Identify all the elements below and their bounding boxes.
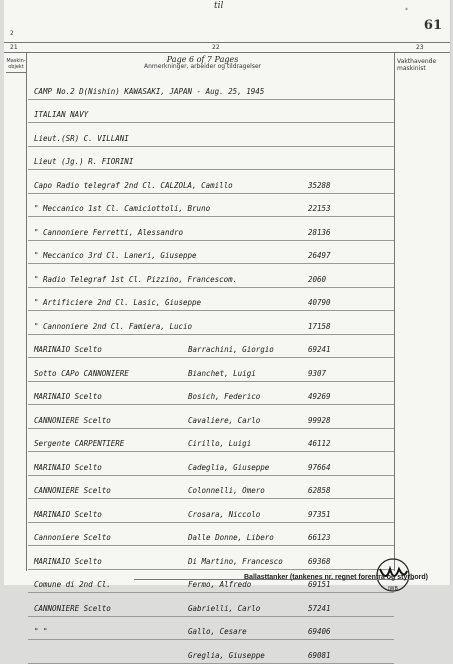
entry-rank: CANNONIERE Scelto	[34, 486, 111, 495]
ballast-tanks-footer: Ballasttanker (tankenes nr. regnet forenfra og styrbord)	[244, 574, 428, 581]
table-row	[28, 123, 394, 147]
table-row	[28, 170, 394, 194]
entry-number: 9307	[308, 368, 327, 378]
table-row	[28, 523, 394, 547]
entry-name: Gabrielli, Carlo	[188, 603, 261, 613]
entry-rank: " Cannoniere 2nd Cl. Famiera, Lucio	[34, 321, 193, 331]
entry-rank: " Cannoniere Ferretti, Alessandro	[34, 227, 184, 237]
column-divider	[394, 52, 395, 571]
table-row	[28, 76, 394, 100]
entry-rank: MARINAIO Scelto	[34, 462, 102, 472]
entry-number: 57241	[308, 603, 331, 613]
entry-number: 22153	[308, 204, 331, 213]
entry-rank: MARINAIO Scelto	[34, 556, 102, 566]
entry-rank: CAMP No.2 D(Nishin) KAWASAKI, JAPAN - Aug. 25, 1945	[34, 86, 265, 96]
entry-rank: " Radio Telegraf 1st Cl. Pizzino, Francescom.	[34, 274, 238, 284]
column-header-left: 21	[10, 44, 18, 51]
left-column-number: 2	[10, 30, 14, 37]
entry-rank: MARINAIO Scelto	[34, 392, 102, 401]
table-row	[28, 546, 394, 570]
table-row	[28, 405, 394, 429]
entry-number: 49269	[308, 392, 331, 401]
entry-number: 69151	[308, 580, 331, 589]
remarks-heading	[144, 56, 261, 70]
star-mark: *	[405, 7, 408, 14]
entry-rank: MARINAIO Scelto	[34, 509, 102, 519]
column-header-middle: 22	[212, 44, 220, 51]
table-row	[28, 429, 394, 453]
table-row	[28, 288, 394, 312]
entry-name: Dalle Donne, Libero	[188, 533, 274, 542]
entry-rank: " Artificiere 2nd Cl. Lasic, Giuseppe	[34, 298, 202, 307]
table-row	[28, 100, 394, 124]
entry-rank: Sergente CARPENTIERE	[34, 439, 125, 448]
entry-number: 62858	[308, 486, 331, 495]
page-of-pages: Page 6 of 7 Pages	[166, 55, 239, 64]
machine-object-header: Maskin-objekt	[6, 58, 26, 73]
table-row	[28, 452, 394, 476]
table-row	[28, 499, 394, 523]
entry-number: 26497	[308, 251, 331, 260]
entry-name: Colonnelli, Omero	[188, 486, 265, 495]
page-number: 61	[423, 18, 442, 33]
entry-rank: " "	[34, 627, 48, 636]
table-row	[28, 194, 394, 218]
entry-name: Cadeglia, Giuseppe	[188, 462, 270, 472]
entry-name: Di Martino, Francesco	[188, 556, 283, 566]
logbook-page	[4, 0, 451, 660]
table-row	[28, 241, 394, 265]
entry-rank: Comune di 2nd Cl.	[34, 580, 111, 589]
entry-rank: " Meccanico 3rd Cl. Laneri, Giuseppe	[34, 251, 197, 260]
entry-rank: CANNONIERE Scelto	[34, 603, 111, 613]
entry-rank: " Meccanico 1st Cl. Camiciottoli, Bruno	[34, 204, 211, 213]
entry-rank: Lieut.(SR) C. VILLANI	[34, 133, 129, 143]
entry-name: Bosich, Federico	[188, 392, 261, 401]
entry-name: Greglia, Giuseppe	[188, 650, 265, 660]
entry-number: 28136	[308, 227, 331, 237]
entry-name: Crosara, Niccolo	[188, 509, 261, 519]
entry-number: 35288	[308, 180, 331, 190]
table-row	[28, 217, 394, 241]
entry-number: 17158	[308, 321, 331, 331]
entry-name: Cirillo, Luigi	[188, 439, 252, 448]
stamp-text: JWB	[388, 586, 398, 592]
entry-name: Cavaliere, Carlo	[188, 415, 261, 425]
entry-number: 69368	[308, 556, 331, 566]
entry-number: 2060	[308, 274, 327, 284]
entry-name: Fermo, Alfredo	[188, 580, 252, 589]
entry-rank: CANNONIERE Scelto	[34, 415, 111, 425]
entry-rank: Sotto CAPo CANNONIERE	[34, 368, 129, 378]
entry-number: 97664	[308, 462, 331, 472]
table-row	[28, 593, 394, 617]
table-row	[28, 147, 394, 171]
handwritten-mark: til	[214, 1, 224, 11]
table-row	[28, 335, 394, 359]
entry-name: Bianchet, Luigi	[188, 368, 256, 378]
table-row	[28, 358, 394, 382]
entry-rank: Lieut (Jg.) R. FIORINI	[34, 157, 134, 166]
entry-rank: Capo Radio telegraf 2nd Cl. CALZOLA, Camillo	[34, 180, 233, 190]
entry-name: Gallo, Cesare	[188, 627, 247, 636]
column-header-right: 23	[416, 44, 424, 51]
entry-number: 69241	[308, 345, 331, 354]
entry-number: 69406	[308, 627, 331, 636]
table-row	[28, 382, 394, 406]
table-row	[28, 640, 394, 664]
table-row	[28, 311, 394, 335]
entry-number: 66123	[308, 533, 331, 542]
page-top	[4, 0, 450, 40]
table-row	[28, 617, 394, 641]
remarks-label: Anmerkninger, arbeider og tildragelser	[144, 63, 262, 70]
table-row	[28, 264, 394, 288]
entry-number: 40790	[308, 298, 331, 307]
entry-name: Barrachini, Giorgio	[188, 345, 274, 354]
entry-number: 46112	[308, 439, 331, 448]
entry-number: 97351	[308, 509, 331, 519]
entry-number: 99928	[308, 415, 331, 425]
entry-rank: MARINAIO Scelto	[34, 345, 102, 354]
column-divider	[26, 52, 27, 571]
entry-number: 69081	[308, 650, 331, 660]
entry-rank: ITALIAN NAVY	[34, 110, 89, 119]
entry-rank: Cannoniere Scelto	[34, 533, 111, 542]
table-row	[28, 476, 394, 500]
engineer-on-duty-header: Vakthavende maskinist	[397, 58, 437, 72]
